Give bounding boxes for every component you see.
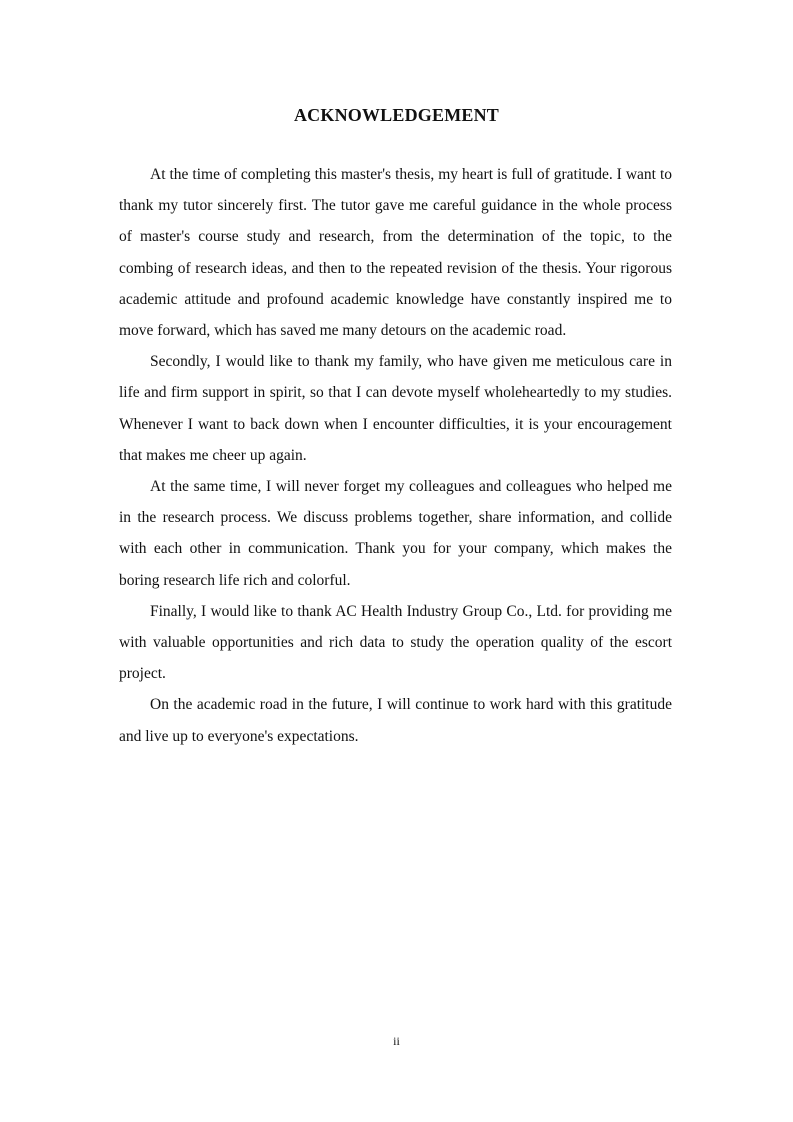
paragraph-colleagues: At the same time, I will never forget my colleagues and colleagues who helped me in the research process. We discuss problems together, share information, and collide with each other in communication. Thank you for your company, which makes the boring research life rich and colorful. [119, 478, 672, 589]
paragraph-future: On the academic road in the future, I will continue to work hard with this gratitude and live up to everyone's expectations. [119, 696, 672, 745]
page-number: ii [393, 1034, 400, 1048]
acknowledgement-body [119, 159, 672, 752]
paragraph-gratitude-tutor: At the time of completing this master's thesis, my heart is full of gratitude. I want to thank my tutor sincerely first. The tutor gave me careful guidance in the whole process of master's course study and research, from the determination of the topic, to the combing of research ideas, and then to the repeated revision of the thesis. Your rigorous academic attitude and profound academic knowledge have constantly inspired me to move forward, which has saved me many detours on the academic road. [119, 166, 672, 340]
paragraph-company: Finally, I would like to thank AC Health Industry Group Co., Ltd. for providing me with valuable opportunities and rich data to study the operation quality of the escort project. [119, 602, 672, 683]
page-title: ACKNOWLEDGEMENT [293, 105, 500, 125]
paragraph-family: Secondly, I would like to thank my family, who have given me meticulous care in life and firm support in spirit, so that I can devote myself wholeheartedly to my studies. Whenever I want to back down when I encounter difficulties, it is your encouragement that makes me cheer up again. [119, 353, 672, 464]
